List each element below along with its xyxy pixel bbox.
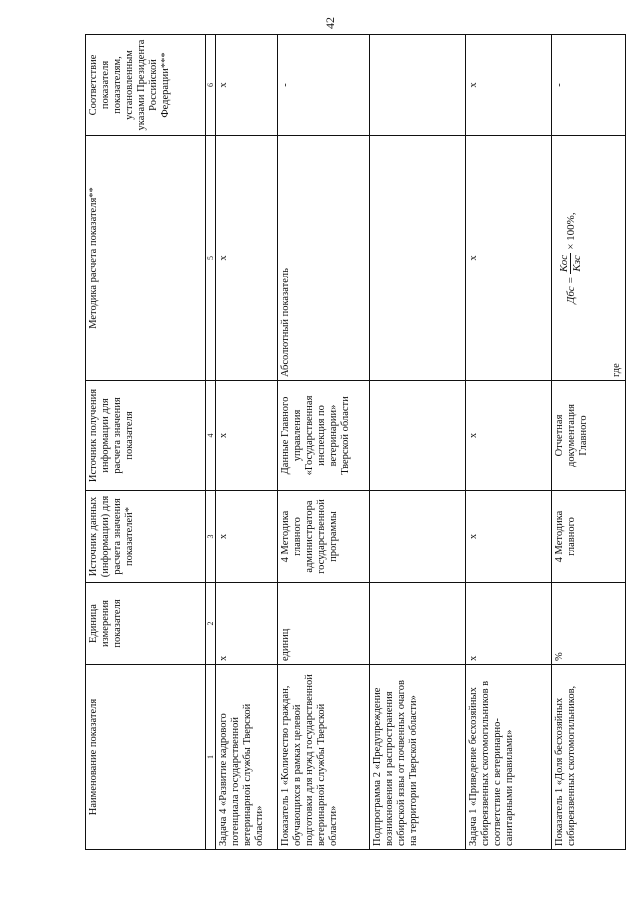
cell-method <box>370 136 466 381</box>
header-info-origin: Источник получения информации для расчета значения показателя <box>86 381 206 491</box>
formula <box>558 212 583 303</box>
cell-method: Абсолютный показатель <box>278 136 370 381</box>
cell-unit <box>370 583 466 665</box>
formula-factor: × 100%, <box>564 212 577 250</box>
cell-origin: х <box>466 381 552 491</box>
cell-unit: х <box>216 583 278 665</box>
header-name: Наименование показателя <box>86 665 206 850</box>
indicator-table-rotated <box>85 35 625 850</box>
cell-unit: % <box>552 583 626 665</box>
table-row <box>552 35 626 850</box>
col-number: 3 <box>206 491 216 583</box>
cell-origin <box>370 381 466 491</box>
formula-where: где <box>611 363 622 377</box>
cell-method: х <box>216 136 278 381</box>
page-number: 42 <box>322 17 337 29</box>
formula-equals: = <box>564 277 577 284</box>
cell-unit: х <box>466 583 552 665</box>
table-row <box>216 35 278 850</box>
cell-origin: Отчетная документация Главного <box>552 381 626 491</box>
cell-origin: х <box>216 381 278 491</box>
col-number: 6 <box>206 35 216 136</box>
col-number: 2 <box>206 583 216 665</box>
cell-source <box>370 491 466 583</box>
cell-method-formula <box>552 136 626 381</box>
col-number: 5 <box>206 136 216 381</box>
table-row <box>466 35 552 850</box>
header-match: Соответствие показателя показателям, установленным указами Президента Российской Федерации*** <box>86 35 206 136</box>
cell-method: х <box>466 136 552 381</box>
formula-denominator: Кзс <box>571 255 583 272</box>
cell-source: 4 Методика главного администратора государственной программы <box>278 491 370 583</box>
table-row <box>278 35 370 850</box>
cell-origin: Данные Главного управления «Государственная инспекция по ветеринарии» Тверской области <box>278 381 370 491</box>
table-row <box>370 35 466 850</box>
formula-fraction <box>558 253 583 274</box>
col-number: 4 <box>206 381 216 491</box>
cell-match: х <box>466 35 552 136</box>
cell-name: Показатель 1 «Количество граждан, обучающихся в рамках целевой подготовки для нужд государственной ветеринарной службы Тверской области» <box>278 665 370 850</box>
header-unit: Единица измерения показателя <box>86 583 206 665</box>
cell-match: х <box>216 35 278 136</box>
cell-source: х <box>216 491 278 583</box>
header-data-source: Источник данных (информации) для расчета значения показателей* <box>86 491 206 583</box>
cell-match: - <box>278 35 370 136</box>
cell-match: - <box>552 35 626 136</box>
cell-name: Подпрограмма 2 «Предупреждение возникновения и распространения сибирской язвы от почвенных очагов на территории Тверской области» <box>370 665 466 850</box>
cell-match <box>370 35 466 136</box>
indicator-table <box>85 34 626 850</box>
cell-name: Показатель 1 «Доля бесхозяйных сибиреязвенных скотомогильников, <box>552 665 626 850</box>
cell-unit: единиц <box>278 583 370 665</box>
column-number-row <box>206 35 216 850</box>
col-number: 1 <box>206 665 216 850</box>
header-row <box>86 35 206 850</box>
cell-name: Задача 1 «Приведение бесхозяйных сибиреязвенных скотомогильников в соответствие с ветеринарно-санитарными правилами» <box>466 665 552 850</box>
cell-source: 4 Методика главного <box>552 491 626 583</box>
formula-numerator: Кос <box>558 254 570 273</box>
formula-lhs: Дбс <box>564 286 577 304</box>
header-method: Методика расчета показателя** <box>86 136 206 381</box>
cell-source: х <box>466 491 552 583</box>
cell-name: Задача 4 «Развитие кадрового потенциала государственной ветеринарной службы Тверской области» <box>216 665 278 850</box>
